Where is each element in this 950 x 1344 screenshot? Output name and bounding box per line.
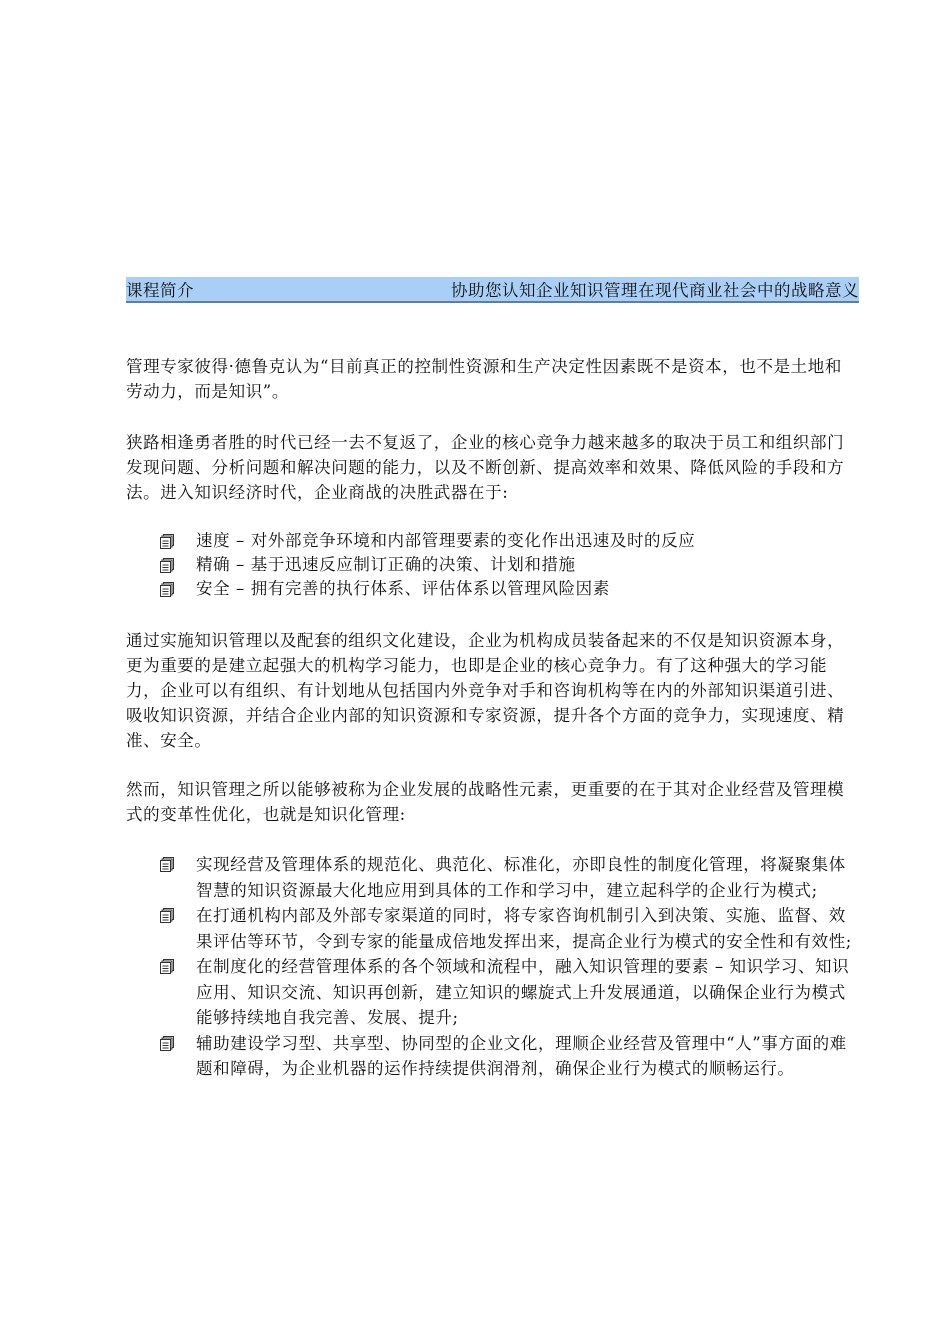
list-item bbox=[160, 954, 859, 1031]
list-item bbox=[160, 577, 859, 601]
document-stack-icon bbox=[160, 908, 174, 923]
list-item bbox=[160, 903, 859, 954]
list-item-text: 实现经营及管理体系的规范化、典范化、标准化，亦即良性的制度化管理，将凝聚集体智慧的知识资源最大化地应用到具体的工作和学习中，建立起科学的企业行为模式; bbox=[196, 855, 846, 900]
paragraph-drucker-quote: 管理专家彼得·德鲁克认为“目前真正的控制性资源和生产决定性因素既不是资本，也不是土地和劳动力，而是知识”。 bbox=[126, 357, 842, 401]
list-item-text: 精确 – 基于迅速反应制订正确的决策、计划和措施 bbox=[196, 555, 576, 574]
document-stack-icon bbox=[160, 959, 174, 974]
paragraph-strategic-element: 然而，知识管理之所以能够被称为企业发展的战略性元素，更重要的在于其对企业经营及管理模式的变革性优化，也就是知识化管理: bbox=[126, 780, 845, 824]
document-stack-icon bbox=[160, 582, 174, 597]
section-subtitle: 协助您认知企业知识管理在现代商业社会中的战略意义 bbox=[451, 281, 859, 300]
list-item bbox=[160, 529, 859, 553]
document-stack-icon bbox=[160, 1036, 174, 1051]
list-item-text: 在打通机构内部及外部专家渠道的同时，将专家咨询机制引入到决策、实施、监督、效果评估等环节，令到专家的能量成倍地发挥出来，提高企业行为模式的安全性和有效性; bbox=[196, 906, 852, 951]
list-item bbox=[160, 553, 859, 577]
document-stack-icon bbox=[160, 534, 174, 549]
section-header-bar bbox=[126, 277, 859, 303]
list-item-text: 在制度化的经营管理体系的各个领域和流程中，融入知识管理的要素 – 知识学习、知识应用、知识交流、知识再创新，建立知识的螺旋式上升发展通道，以确保企业行为模式能够持续地自我完善、发展、提升; bbox=[196, 957, 850, 1027]
list-item-text: 辅助建设学习型、共享型、协同型的企业文化，理顺企业经营及管理中“人”事方面的难题和障碍，为企业机器的运作持续提供润滑剂，确保企业行为模式的顺畅运行。 bbox=[196, 1033, 847, 1078]
section-title: 课程简介 bbox=[126, 281, 194, 300]
list-item bbox=[160, 1031, 859, 1082]
weapons-list bbox=[160, 529, 859, 601]
paragraph-knowledge-management: 通过实施知识管理以及配套的组织文化建设，企业为机构成员装备起来的不仅是知识资源本身，更为重要的是建立起强大的机构学习能力，也即是企业的核心竞争力。有了这种强大的学习能力，企业可以有组织、有计划地从包括国内外竞争对手和咨询机构等在内的外部知识渠道引进、吸收知识资源，并结合企业内部的知识资源和专家资源，提升各个方面的竞争力，实现速度、精准、安全。 bbox=[126, 631, 845, 750]
document-stack-icon bbox=[160, 558, 174, 573]
document-stack-icon bbox=[160, 857, 174, 872]
management-list bbox=[160, 852, 859, 1082]
list-item bbox=[160, 852, 859, 903]
paragraph-core-competence: 狭路相逢勇者胜的时代已经一去不复返了，企业的核心竞争力越来越多的取决于员工和组织部门发现问题、分析问题和解决问题的能力，以及不断创新、提高效率和效果、降低风险的手段和方法。进入知识经济时代，企业商战的决胜武器在于: bbox=[126, 433, 845, 502]
list-item-text: 安全 – 拥有完善的执行体系、评估体系以管理风险因素 bbox=[196, 579, 610, 598]
list-item-text: 速度 – 对外部竞争环境和内部管理要素的变化作出迅速及时的反应 bbox=[196, 531, 696, 550]
